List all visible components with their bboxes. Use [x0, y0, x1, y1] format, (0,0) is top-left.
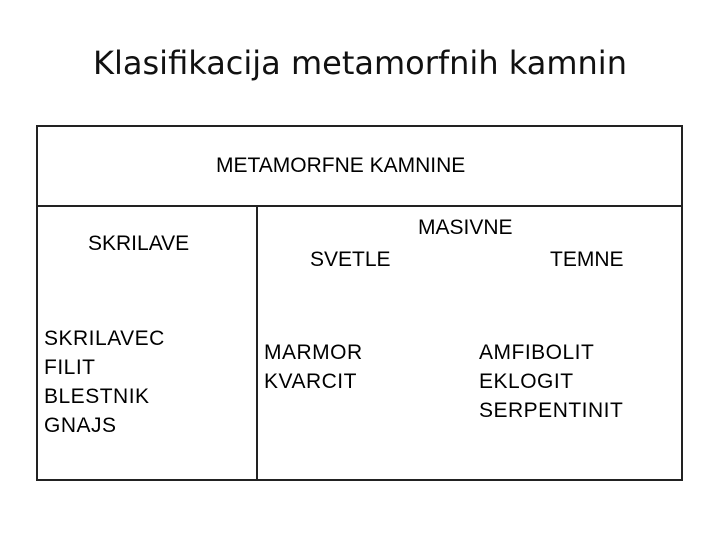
- light-rock-list: [264, 338, 363, 396]
- list-item: GNAJS: [44, 414, 117, 437]
- vertical-divider: [256, 207, 258, 481]
- dark-heading: TEMNE: [550, 248, 624, 271]
- dark-rock-list: [479, 338, 623, 425]
- massive-heading: MASIVNE: [418, 216, 513, 239]
- list-item: SERPENTINIT: [479, 399, 624, 422]
- light-heading: SVETLE: [310, 248, 391, 271]
- horizontal-divider: [38, 205, 681, 207]
- list-item: AMFIBOLIT: [479, 341, 595, 364]
- slide-title: Klasifikacija metamorfnih kamnin: [93, 44, 627, 82]
- list-item: MARMOR: [264, 341, 363, 364]
- foliated-rock-list: [44, 324, 165, 440]
- list-item: FILIT: [44, 356, 96, 379]
- foliated-heading: SKRILAVE: [88, 232, 190, 255]
- list-item: KVARCIT: [264, 370, 357, 393]
- list-item: SKRILAVEC: [44, 327, 165, 350]
- classification-diagram: [36, 125, 683, 481]
- root-label: METAMORFNE KAMNINE: [216, 154, 466, 177]
- list-item: EKLOGIT: [479, 370, 574, 393]
- list-item: BLESTNIK: [44, 385, 150, 408]
